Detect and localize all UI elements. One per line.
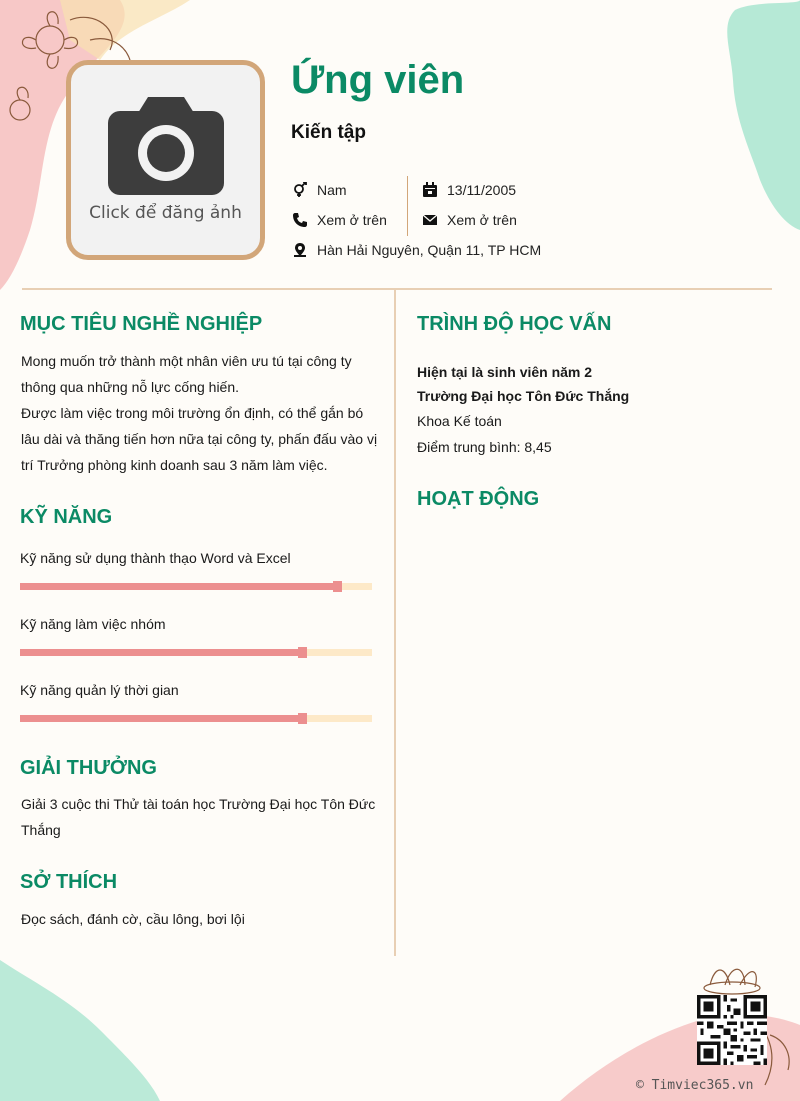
hobbies-text[interactable]: Đọc sách, đánh cờ, cầu lông, bơi lội xyxy=(21,911,245,927)
skill-level-knob xyxy=(298,713,307,724)
activities-title: HOẠT ĐỘNG xyxy=(417,488,540,510)
camera-icon xyxy=(108,97,224,197)
objective-line: lâu dài và thăng tiến hơn nữa tại công ty, phấn đấu vào vị xyxy=(21,431,378,447)
hobbies-title: SỞ THÍCH xyxy=(20,871,118,893)
skill-name[interactable]: Kỹ năng quản lý thời gian xyxy=(20,682,179,698)
awards-line: Thắng xyxy=(21,822,61,838)
objective-text[interactable] xyxy=(21,348,386,478)
phone-value: Xem ở trên xyxy=(317,212,387,228)
column-separator xyxy=(394,290,396,956)
watercolor-bottom-left-decoration xyxy=(0,960,170,1101)
education-gpa[interactable]: Điểm trung bình: 8,45 xyxy=(417,439,552,455)
awards-line: Giải 3 cuộc thi Thử tài toán học Trường Đại học Tôn Đức xyxy=(21,796,376,812)
email-value: Xem ở trên xyxy=(447,212,517,228)
skill-level-fill xyxy=(20,715,302,722)
gender-value: Nam xyxy=(317,182,347,198)
objective-line: thông qua những nỗ lực cống hiến. xyxy=(21,379,240,395)
skill-level-knob xyxy=(298,647,307,658)
birthday-field[interactable] xyxy=(421,181,516,199)
candidate-position[interactable]: Kiến tập xyxy=(291,122,366,143)
location-icon xyxy=(291,241,309,259)
header-separator xyxy=(22,288,772,290)
skill-name[interactable]: Kỹ năng sử dụng thành thạo Word và Excel xyxy=(20,550,291,566)
awards-text[interactable] xyxy=(21,791,386,843)
objective-title: MỤC TIÊU NGHỀ NGHIỆP xyxy=(20,313,263,335)
gender-icon xyxy=(291,181,309,199)
address-value: Hàn Hải Nguyên, Quận 11, TP HCM xyxy=(317,242,542,258)
education-status[interactable]: Hiện tại là sinh viên năm 2 xyxy=(417,364,593,380)
education-school[interactable]: Trường Đại học Tôn Đức Thắng xyxy=(417,388,630,404)
qr-code-icon xyxy=(697,995,767,1065)
objective-line: trí Trưởng phòng kinh doanh sau 3 năm làm việc. xyxy=(21,457,328,473)
awards-title: GIẢI THƯỞNG xyxy=(20,757,157,779)
skill-level-bar xyxy=(20,583,372,590)
header-divider xyxy=(407,176,408,236)
birthday-value: 13/11/2005 xyxy=(447,182,517,198)
address-field[interactable] xyxy=(291,241,541,259)
education-faculty[interactable]: Khoa Kế toán xyxy=(417,413,502,429)
skill-level-bar xyxy=(20,715,372,722)
calendar-icon xyxy=(421,181,439,199)
skills-title: KỸ NĂNG xyxy=(20,506,113,528)
skill-level-knob xyxy=(333,581,342,592)
watercolor-top-right-decoration xyxy=(715,0,800,240)
objective-line: Được làm việc trong môi trường ổn định, có thể gắn bó xyxy=(21,405,364,421)
photo-upload-label: Click để đăng ảnh xyxy=(89,203,242,223)
skill-level-fill xyxy=(20,649,302,656)
photo-upload-button[interactable] xyxy=(66,60,265,260)
skill-level-fill xyxy=(20,583,337,590)
objective-line: Mong muốn trở thành một nhân viên ưu tú tại công ty xyxy=(21,353,352,369)
gender-field[interactable] xyxy=(291,181,347,199)
email-field[interactable] xyxy=(421,211,517,229)
skill-level-bar xyxy=(20,649,372,656)
phone-icon xyxy=(291,211,309,229)
watermark: © Timviec365.vn xyxy=(636,1078,754,1093)
candidate-name[interactable]: Ứng viên xyxy=(291,58,465,102)
mail-icon xyxy=(421,211,439,229)
skill-name[interactable]: Kỹ năng làm việc nhóm xyxy=(20,616,166,632)
phone-field[interactable] xyxy=(291,211,387,229)
education-title: TRÌNH ĐỘ HỌC VẤN xyxy=(417,313,612,335)
